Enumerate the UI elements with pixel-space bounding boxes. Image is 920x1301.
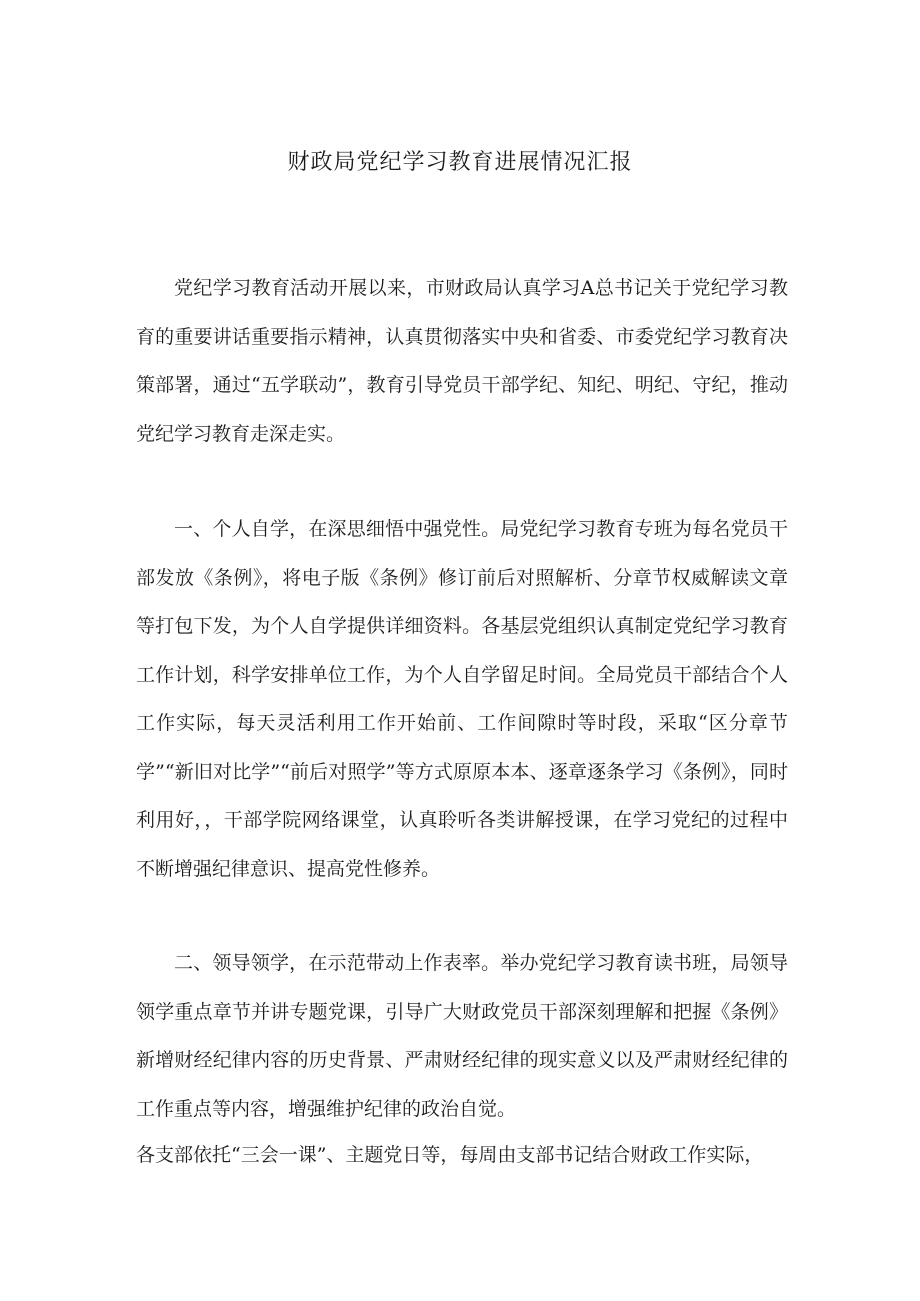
- document-title: 财政局党纪学习教育进展情况汇报: [287, 150, 633, 175]
- paragraph-branch-continuation: 各支部依托“三会一课”、主题党日等，每周由支部书记结合财政工作实际，: [136, 1144, 764, 1166]
- paragraph-intro: 党纪学习教育活动开展以来，市财政局认真学习A总书记关于党纪学习教育的重要讲话重要指示精神，认真贯彻落实中央和省委、市委党纪学习教育决策部署，通过“五学联动”，教育引导党员干部学纪、知纪、明纪、守纪，推动党纪学习教育走深走实。: [136, 277, 788, 445]
- paragraph-section-leadership-study: 二、领导领学，在示范带动上作表率。举办党纪学习教育读书班，局领导领学重点章节并讲专题党课，引导广大财政党员干部深刻理解和把握《条例》新增财经纪律内容的历史背景、严肃财经纪律的现实意义以及严肃财经纪律的工作重点等内容，增强维护纪律的政治自觉。: [136, 952, 788, 1120]
- paragraph-section-personal-study: 一、个人自学，在深思细悟中强党性。局党纪学习教育专班为每名党员干部发放《条例》，将电子版《条例》修订前后对照解析、分章节权威解读文章等打包下发，为个人自学提供详细资料。各基层党组织认真制定党纪学习教育工作计划，科学安排单位工作，为个人自学留足时间。全局党员干部结合个人工作实际，每天灵活利用工作开始前、工作间隙时等时段，采取“区分章节学”“新旧对比学”“前后对照学”等方式原原本本、逐章逐条学习《条例》，同时利用好，，干部学院网络课堂，认真聆听各类讲解授课，在学习党纪的过程中不断增强纪律意识、提高党性修养。: [136, 518, 788, 880]
